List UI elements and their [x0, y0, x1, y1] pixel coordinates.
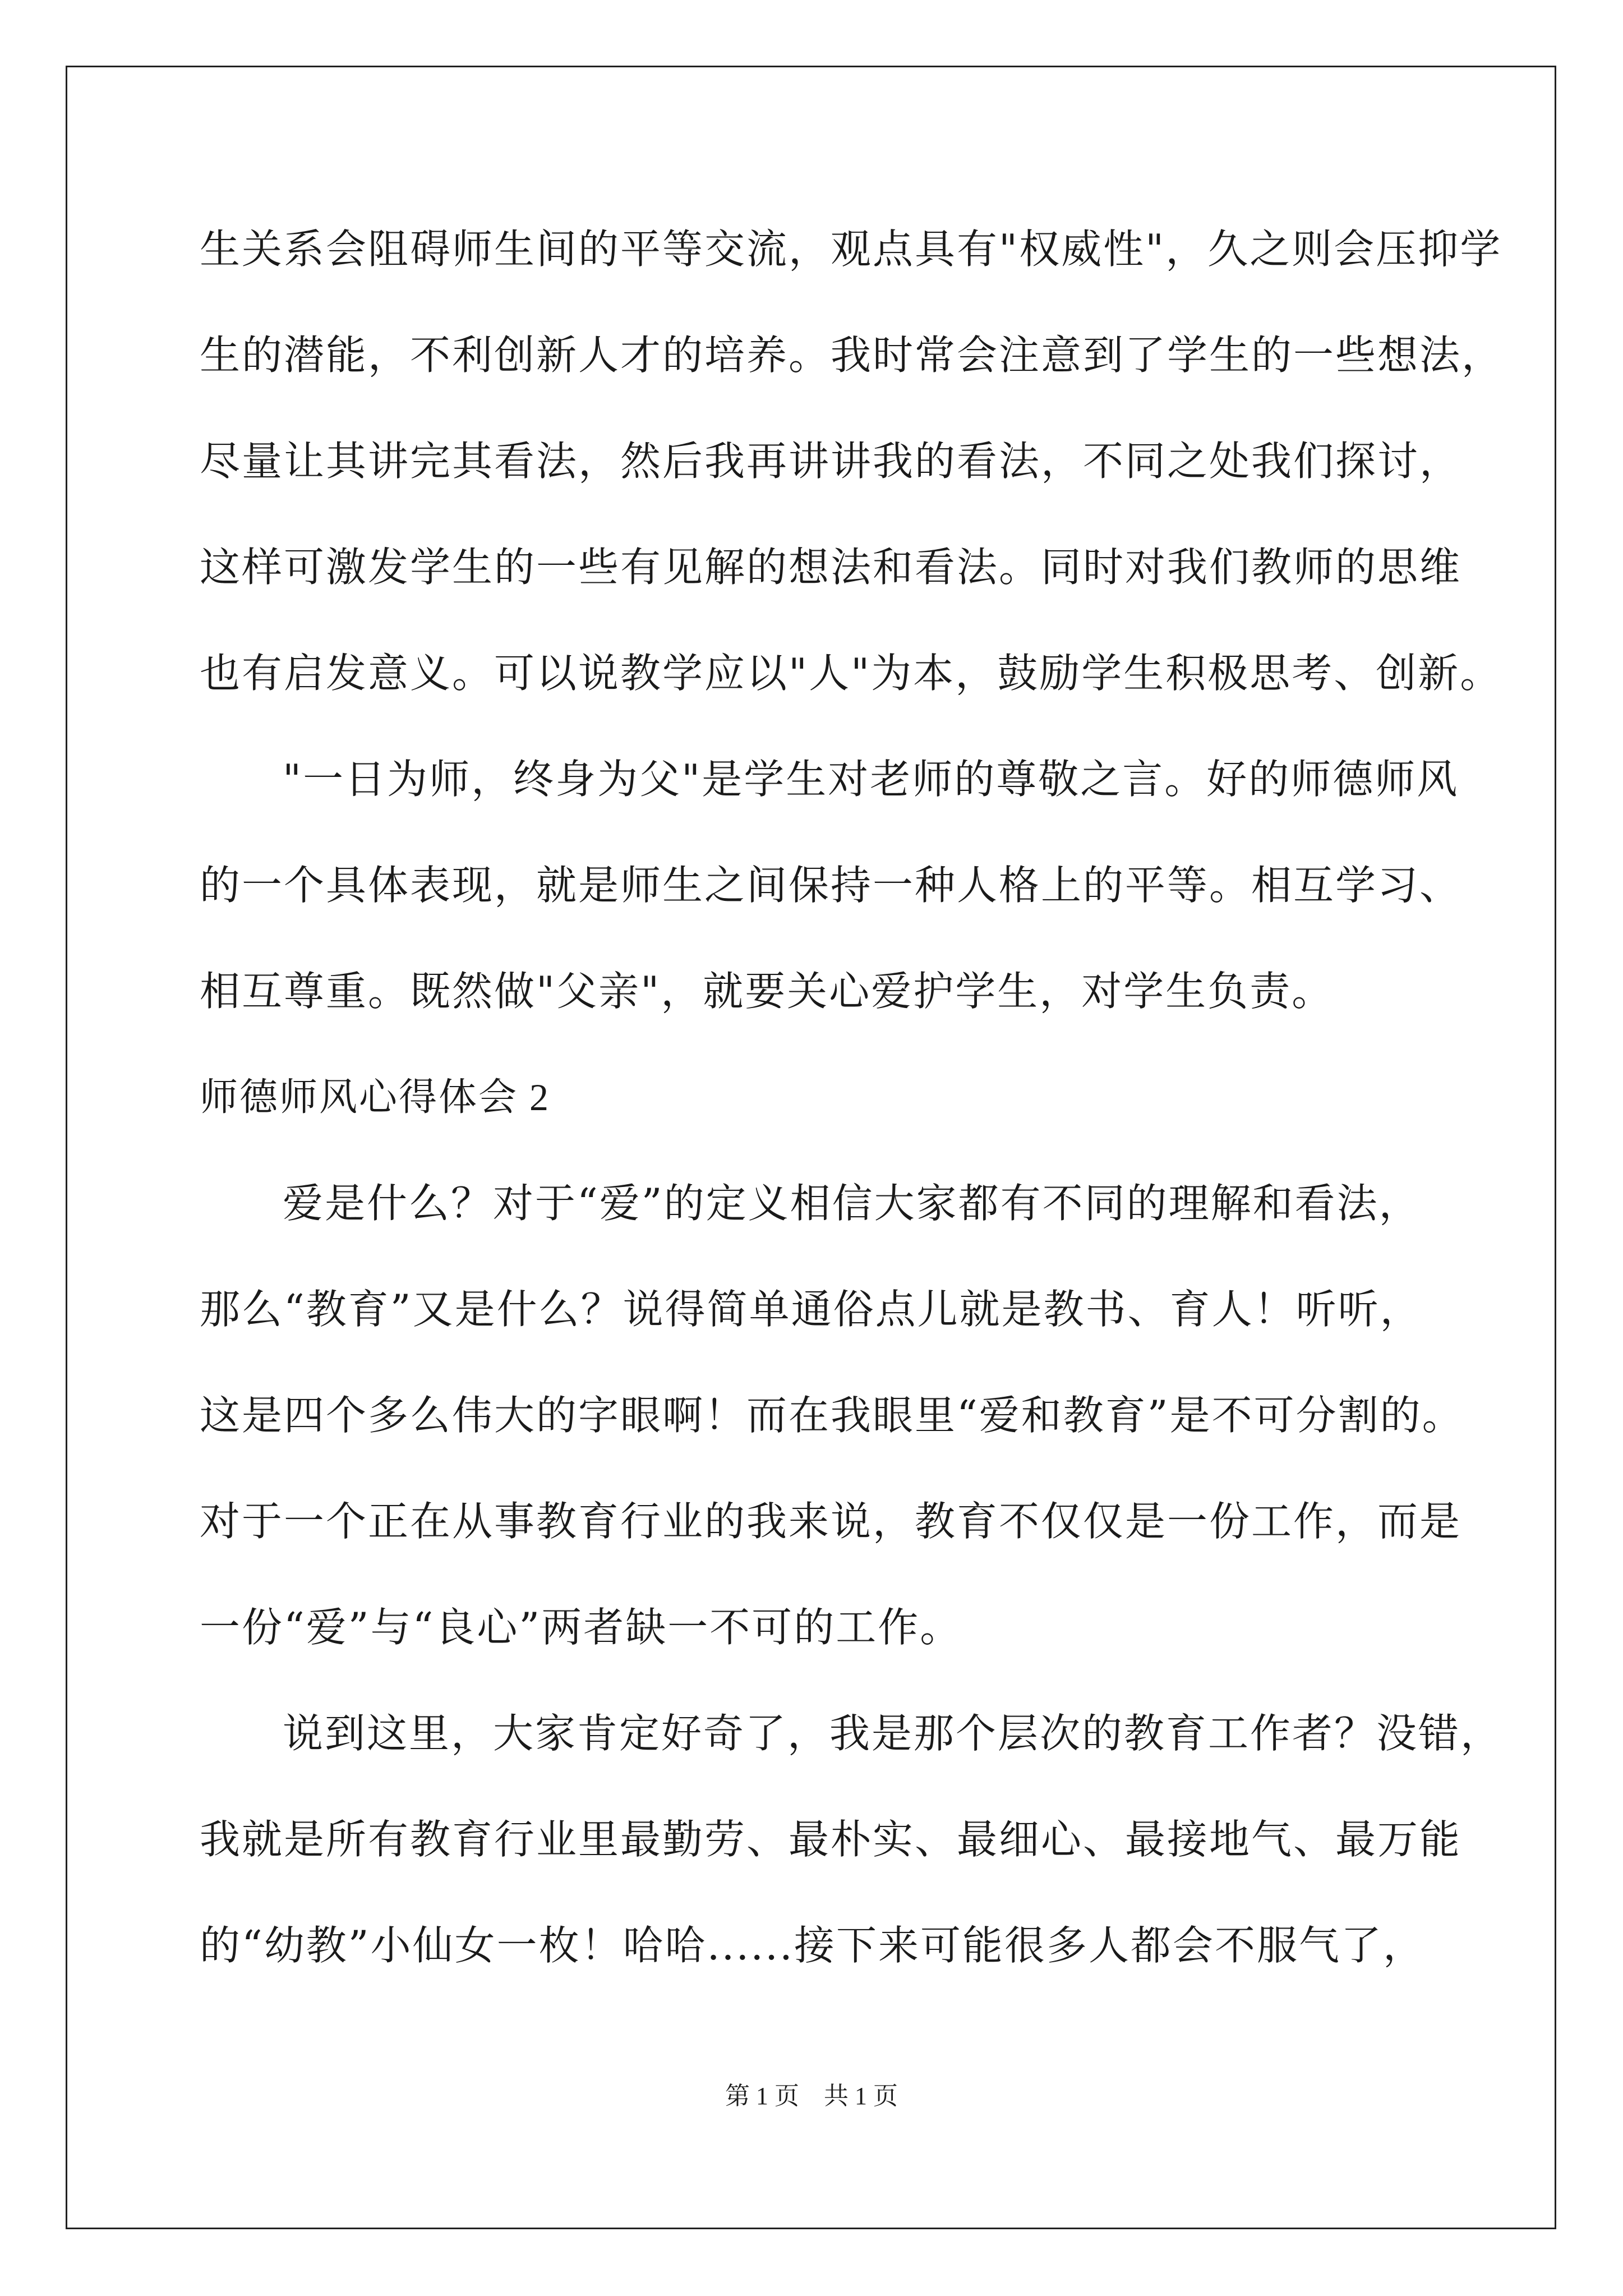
page-number: 第 1 页 [725, 2082, 799, 2110]
page-total: 共 1 页 [824, 2082, 898, 2110]
section-heading: 师德师风心得体会 2 [200, 1076, 551, 1119]
text-line: 的“幼教”小仙女一枚！哈哈......接下来可能很多人都会不服气了， [200, 1922, 1425, 1969]
text-line: 对于一个正在从事教育行业的我来说，教育不仅仅是一份工作，而是 [200, 1498, 1462, 1545]
text-line: 生关系会阻碍师生间的平等交流，观点具有"权威性"，久之则会压抑学 [200, 226, 1502, 273]
document-body [200, 210, 1504, 2012]
text-line: 尽量让其讲完其看法，然后我再讲讲我的看法，不同之处我们探讨， [200, 438, 1462, 485]
text-line: 那么“教育”又是什么？说得简单通俗点儿就是教书、育人！听听， [200, 1286, 1422, 1333]
text-line: 生的潜能，不利创新人才的培养。我时常会注意到了学生的一些想法， [200, 332, 1504, 379]
text-line: 的一个具体表现，就是师生之间保持一种人格上的平等。相互学习、 [200, 862, 1462, 909]
text-line: 我就是所有教育行业里最勤劳、最朴实、最细心、最接地气、最万能 [200, 1816, 1462, 1863]
text-line: 也有启发意义。可以说教学应以"人"为本，鼓励学生积极思考、创新。 [200, 650, 1502, 697]
text-line: 这样可激发学生的一些有见解的想法和看法。同时对我们教师的思维 [200, 544, 1462, 591]
text-line: 相互尊重。既然做"父亲"，就要关心爱护学生，对学生负责。 [200, 968, 1334, 1015]
page-footer [0, 2076, 1623, 2111]
text-line: 一份“爱”与“良心”两者缺一不可的工作。 [200, 1604, 962, 1651]
text-line: 这是四个多么伟大的字眼啊！而在我眼里“爱和教育”是不可分割的。 [200, 1392, 1464, 1439]
paragraph-start-line: 爱是什么？对于“爱”的定义相信大家都有不同的理解和看法， [283, 1180, 1421, 1227]
paragraph-start-line: "一日为师，终身为父"是学生对老师的尊敬之言。好的师德师风 [283, 756, 1459, 803]
paragraph-start-line: 说到这里，大家肯定好奇了，我是那个层次的教育工作者？没错， [283, 1710, 1503, 1757]
